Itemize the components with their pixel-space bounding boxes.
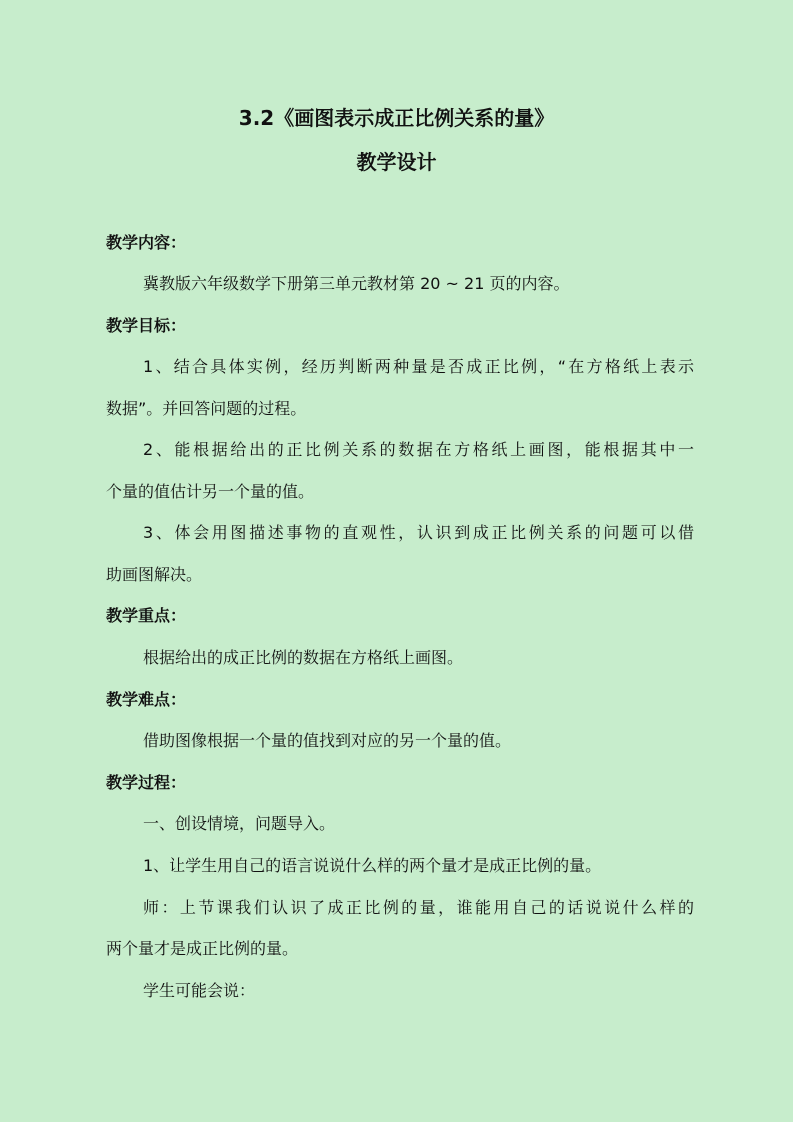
key-heading: 教学重点： [106,606,187,625]
goal3-line2: 助画图解决。 [106,565,203,584]
goals-heading: 教学目标： [106,316,187,335]
difficulty-text: 借助图像根据一个量的值找到对应的另一个量的值。 [143,731,512,750]
content-text: 冀教版六年级数学下册第三单元教材第 20 ~ 21 页的内容。 [143,274,570,293]
goal2-line2: 个量的值估计另一个量的值。 [106,482,315,501]
document-subtitle: 教学设计 [356,150,437,174]
teacher-line1: 师：上节课我们认识了成正比例的量，谁能用自己的话说说什么样的 [143,898,694,917]
goal1-line2: 数据”。并回答问题的过程。 [106,399,307,418]
process-step1: 一、创设情境，问题导入。 [143,814,336,833]
process-heading: 教学过程： [106,773,187,792]
teacher-line2: 两个量才是成正比例的量。 [106,939,299,958]
goal2-line1: 2、能根据给出的正比例关系的数据在方格纸上画图，能根据其中一 [143,440,694,459]
document-title: 3.2《画图表示成正比例关系的量》 [238,106,555,130]
content-heading: 教学内容： [106,233,187,252]
process-item1: 1、让学生用自己的语言说说什么样的两个量才是成正比例的量。 [143,856,602,875]
key-text: 根据给出的成正比例的数据在方格纸上画图。 [143,648,464,667]
goal1-line1: 1、结合具体实例，经历判断两种量是否成正比例，“在方格纸上表示 [143,357,694,376]
student-text: 学生可能会说： [143,981,256,1000]
goal3-line1: 3、体会用图描述事物的直观性，认识到成正比例关系的问题可以借 [143,523,694,542]
difficulty-heading: 教学难点： [106,690,187,709]
